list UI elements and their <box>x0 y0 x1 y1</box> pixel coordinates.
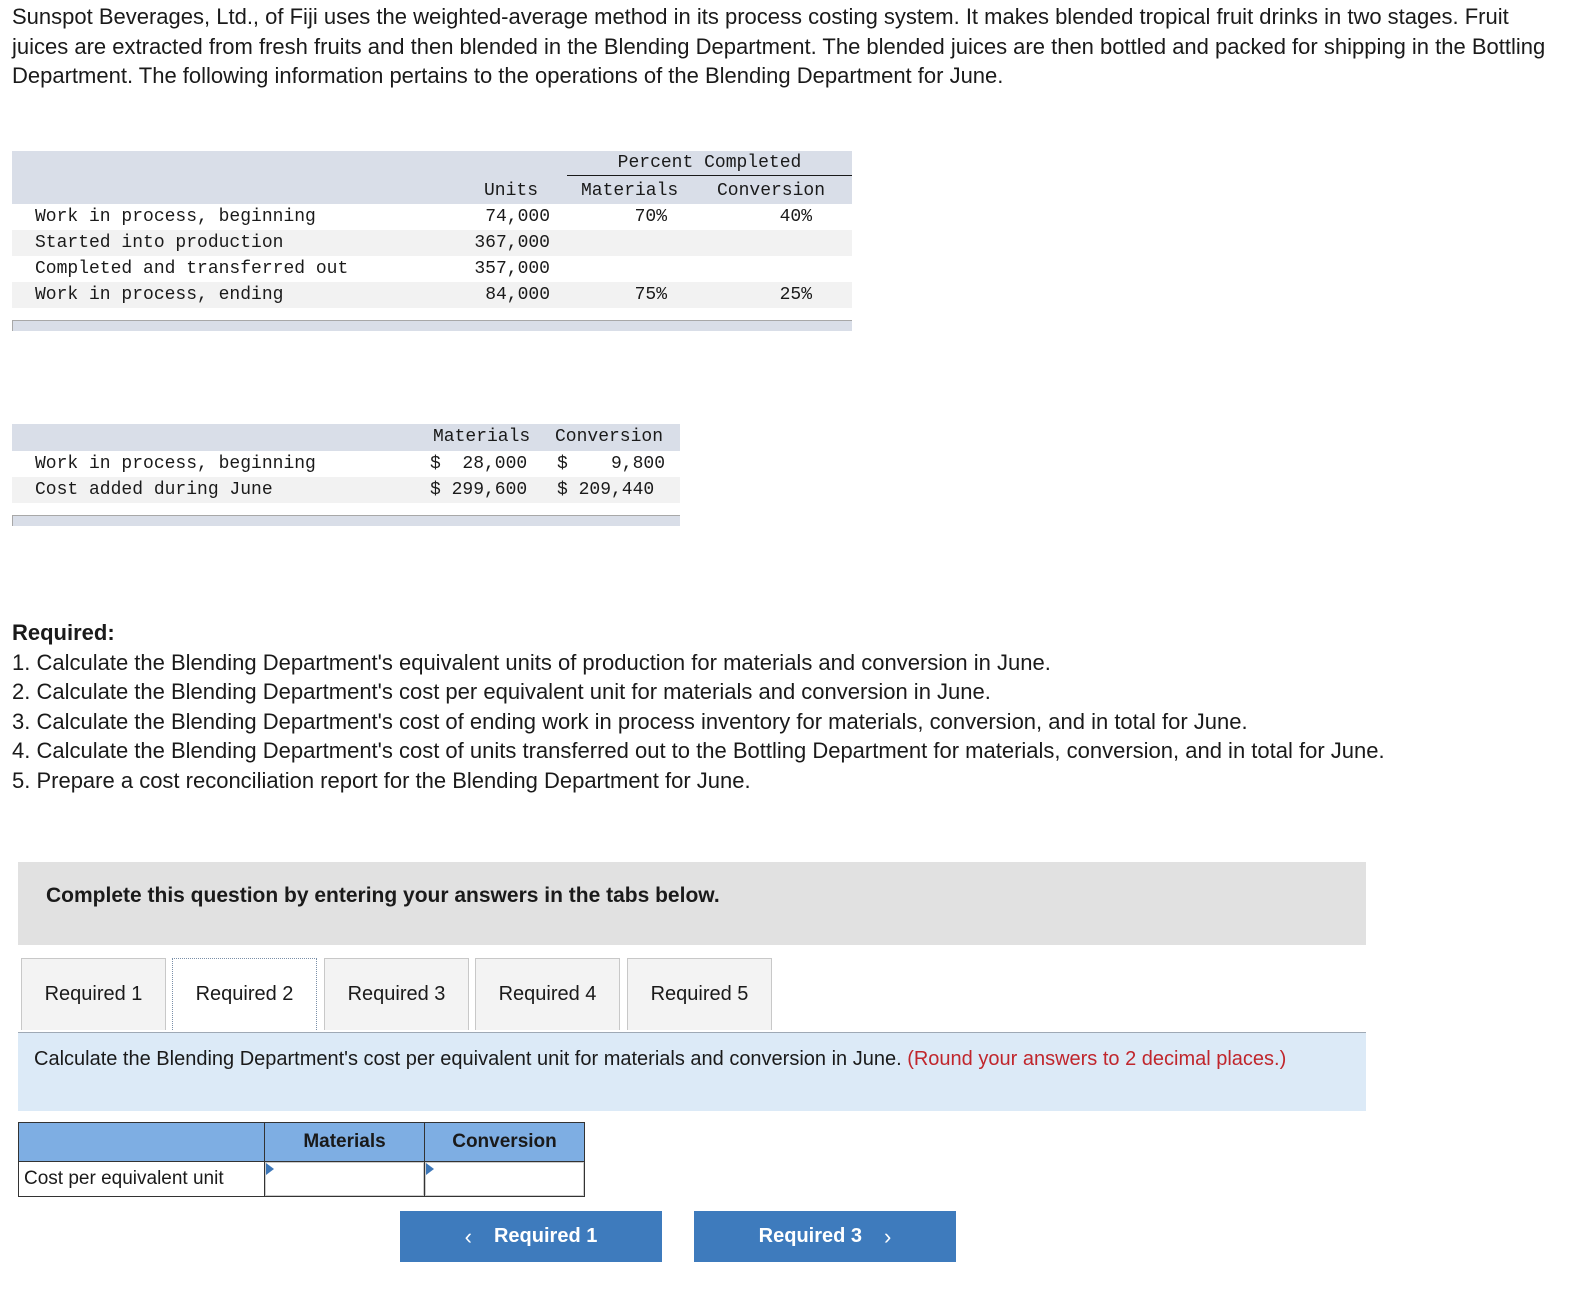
conversion-input-cell <box>425 1162 585 1197</box>
tab-required-5[interactable]: Required 5 <box>627 958 772 1030</box>
prev-required-button[interactable] <box>400 1211 662 1262</box>
percent-completed-header: Percent Completed <box>567 153 852 176</box>
row-materials: 75% <box>634 285 667 305</box>
table-footer-bar <box>12 515 680 526</box>
rounding-note: (Round your answers to 2 decimal places.) <box>907 1048 1287 1070</box>
units-table-header <box>12 151 852 204</box>
cost-per-equivalent-unit-label: Cost per equivalent unit <box>19 1162 265 1197</box>
instruction-text: Calculate the Blending Department's cost per equivalent unit for materials and conversion in June. <box>34 1048 902 1070</box>
problem-intro: Sunspot Beverages, Ltd., of Fiji uses the weighted-average method in its process costing system. It makes blended tropical fruit drinks in two stages. Fruit juices are extracted from fresh fruits and then blended in the Blending Department. The blended juices are then bottled and packed for shipping in the Bottling Department. The following information pertains to the operations of the Blending Department for June. <box>12 4 1546 89</box>
input-marker-icon <box>266 1163 274 1175</box>
materials-column-header: Materials <box>265 1123 425 1162</box>
materials-input-cell <box>265 1162 425 1197</box>
row-units: 367,000 <box>474 233 550 253</box>
row-conversion: 25% <box>779 285 812 305</box>
table-row <box>12 230 852 256</box>
required-item: 5. Prepare a cost reconciliation report for the Blending Department for June. <box>12 767 751 793</box>
next-required-button[interactable] <box>694 1211 956 1262</box>
required-item: 4. Calculate the Blending Department's cost of units transferred out to the Bottling Department for materials, conversion, and in total for June. <box>12 738 1385 764</box>
chevron-left-icon: ‹ <box>464 1223 472 1249</box>
row-units: 84,000 <box>485 285 550 305</box>
row-units: 74,000 <box>485 207 550 227</box>
tab-required-2[interactable]: Required 2 <box>172 958 317 1030</box>
instruction-box <box>18 1033 1366 1111</box>
required-item: 2. Calculate the Blending Department's cost per equivalent unit for materials and conversion in June. <box>12 679 991 705</box>
table-row <box>12 204 852 230</box>
tab-required-3[interactable]: Required 3 <box>324 958 469 1030</box>
row-conversion: 40% <box>779 207 812 227</box>
row-materials: $ 299,600 <box>430 480 528 500</box>
materials-header: Materials <box>433 427 531 447</box>
required-item: 1. Calculate the Blending Department's equivalent units of production for materials and conversion in June. <box>12 649 1051 675</box>
conversion-header: Conversion <box>555 427 664 447</box>
chevron-right-icon: › <box>884 1223 892 1249</box>
tab-required-4[interactable]: Required 4 <box>475 958 620 1030</box>
row-label: Cost added during June <box>35 480 273 500</box>
table-row <box>12 477 680 503</box>
units-table <box>12 151 852 331</box>
tab-required-1[interactable]: Required 1 <box>21 958 166 1030</box>
table-row <box>12 282 852 308</box>
required-section <box>12 618 1552 796</box>
conversion-header: Conversion <box>717 181 826 201</box>
cost-table <box>12 424 680 526</box>
next-button-label: Required 3 <box>758 1225 863 1247</box>
row-units: 357,000 <box>474 259 550 279</box>
tab-bar <box>18 956 1366 1033</box>
conversion-cost-input[interactable] <box>425 1162 584 1196</box>
units-header: Units <box>484 181 539 201</box>
prev-button-label: Required 1 <box>493 1225 598 1247</box>
required-item: 3. Calculate the Blending Department's cost of ending work in process inventory for materials, conversion, and in total for June. <box>12 708 1248 734</box>
row-label: Work in process, beginning <box>35 454 316 474</box>
row-label: Started into production <box>35 233 284 253</box>
cost-table-header <box>12 424 680 451</box>
complete-prompt: Complete this question by entering your answers in the tabs below. <box>18 862 1366 945</box>
row-conversion: $ 209,440 <box>557 480 655 500</box>
materials-header: Materials <box>581 181 679 201</box>
input-marker-icon <box>426 1163 434 1175</box>
row-conversion: $ 9,800 <box>557 454 666 474</box>
required-title: Required: <box>12 620 115 645</box>
table-row <box>12 451 680 477</box>
row-materials: 70% <box>634 207 667 227</box>
materials-cost-input[interactable] <box>265 1162 424 1196</box>
table-footer-bar <box>12 320 852 331</box>
blank-header <box>19 1123 265 1162</box>
row-materials: $ 28,000 <box>430 454 528 474</box>
row-label: Work in process, beginning <box>35 207 316 227</box>
row-label: Work in process, ending <box>35 285 284 305</box>
table-row <box>12 256 852 282</box>
conversion-column-header: Conversion <box>425 1123 585 1162</box>
answer-table <box>18 1122 585 1197</box>
row-label: Completed and transferred out <box>35 259 349 279</box>
